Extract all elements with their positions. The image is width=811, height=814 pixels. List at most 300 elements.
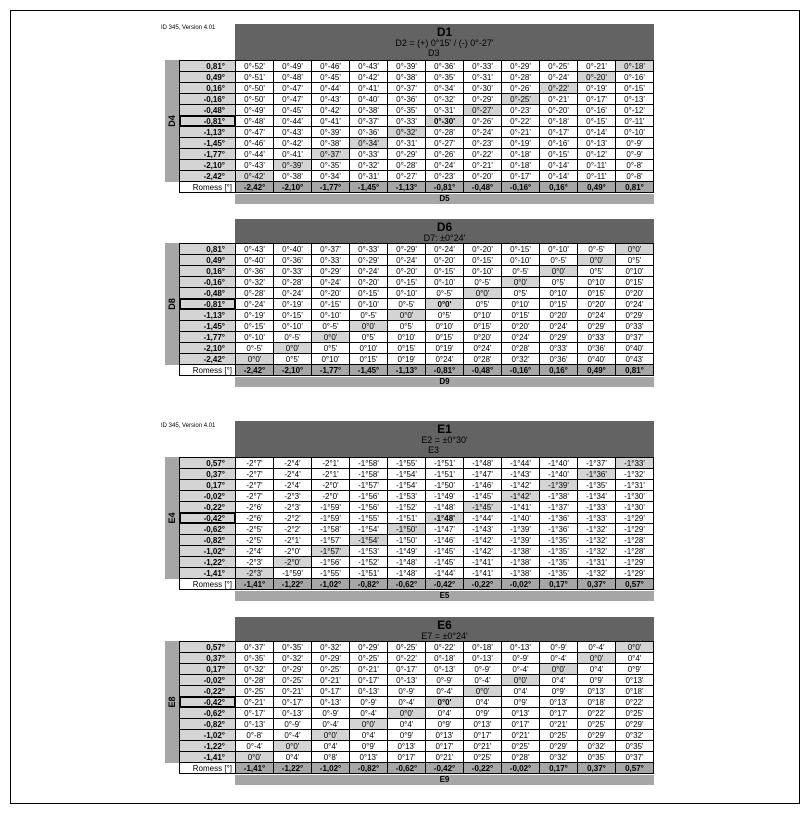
table-cell: 0°0' — [616, 244, 654, 255]
footer-cell: 0,57° — [616, 763, 654, 774]
table-row — [180, 686, 654, 697]
table-row — [180, 469, 654, 480]
table-cell: 0°24' — [578, 310, 616, 321]
table-cell: 0°19' — [388, 354, 426, 365]
table-cell: -1°48' — [388, 557, 426, 568]
table-cell: 0°-17' — [578, 94, 616, 105]
table-cell: -1°29' — [616, 513, 654, 524]
table-cell: 0°28' — [464, 354, 502, 365]
table-cell: -1°37' — [540, 502, 578, 513]
table-cell: 0°-13' — [502, 642, 540, 653]
footer-cell: 0,37° — [578, 579, 616, 590]
table-cell: 0°20' — [502, 321, 540, 332]
table-cell: 0°9' — [502, 697, 540, 708]
table-cell: 0°-41' — [274, 149, 312, 160]
table-cell: -1°51' — [388, 513, 426, 524]
table-cell: -2°0' — [312, 480, 350, 491]
table-cell: -1°36' — [540, 524, 578, 535]
table-cell: 0°13' — [540, 697, 578, 708]
footer-cell: 0,16° — [540, 182, 578, 193]
footer-cell: -0,42° — [426, 763, 464, 774]
table-cell: 0°9' — [464, 708, 502, 719]
table-cell: 0°-45' — [312, 72, 350, 83]
footer-cell: -2,10° — [274, 365, 312, 376]
footer-cell: -0,82° — [350, 763, 388, 774]
table-cell: 0°-26' — [464, 116, 502, 127]
table-cell: 0°-5' — [426, 288, 464, 299]
side-axis-label — [165, 457, 179, 579]
table-cell: 0°0' — [540, 266, 578, 277]
table-title: E1 — [437, 422, 452, 436]
table-cell: 0°5' — [312, 343, 350, 354]
table-cell: 0°-17' — [236, 708, 274, 719]
table-cell: 0°15' — [426, 332, 464, 343]
row-header: 0,17° — [180, 664, 236, 675]
table-cell: 0°-14' — [540, 160, 578, 171]
table-cell: 0°0' — [464, 288, 502, 299]
row-header: -0,48° — [180, 288, 236, 299]
table-cell: -1°37' — [578, 458, 616, 469]
table-cell: 0°-5' — [540, 255, 578, 266]
table-cell: 0°-41' — [350, 83, 388, 94]
table-cell: -1°50' — [388, 524, 426, 535]
table-subtitle: E7 = ±0°24' — [421, 631, 468, 641]
table-cell: 0°-37' — [236, 642, 274, 653]
table-cell: -1°32' — [578, 546, 616, 557]
row-header: -1,22° — [180, 741, 236, 752]
footer-cell: -1,77° — [312, 182, 350, 193]
table-cell: 0°-34' — [350, 138, 388, 149]
footer-cell: -1,22° — [274, 763, 312, 774]
table-cell: 0°-30' — [426, 116, 464, 127]
table-cell: 0°-5' — [464, 277, 502, 288]
table-cell: 0°-29' — [274, 664, 312, 675]
table-cell: -1°58' — [312, 524, 350, 535]
table-cell: 0°-13' — [312, 697, 350, 708]
table-cell: -1°38' — [502, 546, 540, 557]
table-cell: -1°31' — [578, 557, 616, 568]
table-cell: 0°-37' — [312, 149, 350, 160]
table-row — [180, 513, 654, 524]
table-row — [180, 277, 654, 288]
table-cell: -2°4' — [274, 458, 312, 469]
table-cell: -1°41' — [464, 568, 502, 579]
table-cell: 0°-36' — [274, 255, 312, 266]
table-cell: 0°-9' — [540, 642, 578, 653]
table-cell: 0°-44' — [236, 149, 274, 160]
table-subtitle-secondary: E3 — [428, 445, 440, 455]
row-header: -0,81° — [180, 116, 236, 127]
table-cell: 0°-21' — [502, 127, 540, 138]
table-cell: 0°-12' — [578, 149, 616, 160]
table-cell: -1°31' — [616, 480, 654, 491]
table-row — [180, 310, 654, 321]
table-title: E6 — [437, 618, 452, 632]
table-cell: 0°9' — [426, 719, 464, 730]
table-cell: -1°48' — [426, 513, 464, 524]
table-cell: 0°9' — [350, 741, 388, 752]
table-cell: 0°-24' — [236, 299, 274, 310]
table-cell: 0°-13' — [274, 708, 312, 719]
table-cell: -2°3' — [236, 557, 274, 568]
table-row — [180, 642, 654, 653]
table-cell: 0°20' — [578, 299, 616, 310]
table-cell: -1°47' — [464, 469, 502, 480]
table-cell: 0°4' — [578, 664, 616, 675]
footer-row — [180, 763, 654, 774]
table-cell: -1°38' — [502, 557, 540, 568]
footer-label: Romess [°] — [180, 365, 236, 376]
table-cell: 0°29' — [578, 730, 616, 741]
table-cell: 0°-38' — [274, 171, 312, 182]
table-cell: 0°-22' — [540, 83, 578, 94]
row-header: 0,17° — [180, 480, 236, 491]
table-cell: -1°40' — [502, 513, 540, 524]
table-cell: 0°-4' — [464, 675, 502, 686]
table-cell: 0°13' — [616, 675, 654, 686]
table-cell: 0°-4' — [578, 642, 616, 653]
table-cell: 0°-11' — [578, 160, 616, 171]
table-cell: 0°-38' — [350, 105, 388, 116]
table-cell: -1°51' — [426, 458, 464, 469]
table-cell: 0°-24' — [426, 160, 464, 171]
table-cell: 0°-46' — [312, 61, 350, 72]
table-cell: -1°41' — [502, 502, 540, 513]
table-cell: 0°-37' — [388, 83, 426, 94]
table-cell: 0°-24' — [464, 127, 502, 138]
table-cell: 0°21' — [502, 730, 540, 741]
table-row — [180, 299, 654, 310]
table-cell: -1°33' — [578, 502, 616, 513]
table-cell: 0°-9' — [274, 719, 312, 730]
row-header: -2,10° — [180, 343, 236, 354]
footer-cell: 0,37° — [578, 763, 616, 774]
table-cell: 0°-17' — [540, 127, 578, 138]
footer-cell: 0,49° — [578, 182, 616, 193]
table-cell: 0°-9' — [350, 697, 388, 708]
footer-cell: -2,42° — [236, 365, 274, 376]
table-cell: -2°0' — [274, 557, 312, 568]
table-cell: 0°0' — [388, 708, 426, 719]
table-cell: 0°-21' — [350, 664, 388, 675]
table-cell: 0°10' — [540, 288, 578, 299]
table-cell: -1°57' — [312, 535, 350, 546]
table-cell: 0°-13' — [616, 94, 654, 105]
table-cell: -1°59' — [312, 513, 350, 524]
row-header: -0,42° — [180, 697, 236, 708]
table-cell: 0°-4' — [312, 719, 350, 730]
table-cell: -2°0' — [274, 546, 312, 557]
table-cell: -1°53' — [388, 491, 426, 502]
table-cell: 0°-22' — [388, 653, 426, 664]
table-cell: -1°38' — [540, 491, 578, 502]
table-cell: -1°35' — [578, 480, 616, 491]
row-header: -1,13° — [180, 127, 236, 138]
footer-cell: -2,10° — [274, 182, 312, 193]
table-cell: 0°-43' — [236, 244, 274, 255]
table-cell: 0°-13' — [350, 686, 388, 697]
table-cell: -1°52' — [350, 557, 388, 568]
table-row — [180, 719, 654, 730]
table-row — [180, 502, 654, 513]
table-cell: 0°24' — [616, 299, 654, 310]
table-cell: 0°33' — [540, 343, 578, 354]
table-cell: 0°0' — [350, 719, 388, 730]
row-header: -0,81° — [180, 299, 236, 310]
table-cell: 0°5' — [502, 288, 540, 299]
table-cell: 0°9' — [388, 730, 426, 741]
table-cell: 0°10' — [312, 354, 350, 365]
side-axis-label — [165, 641, 179, 763]
row-header: 0,49° — [180, 72, 236, 83]
table-cell: 0°4' — [502, 686, 540, 697]
table-cell: -1°54' — [388, 469, 426, 480]
table-cell: 0°5' — [464, 299, 502, 310]
side-axis-text: D8 — [167, 298, 177, 310]
table-row — [180, 741, 654, 752]
data-table — [179, 641, 654, 774]
table-row — [180, 83, 654, 94]
version-note: ID 345, Version 4.01 — [161, 25, 216, 31]
table-cell: 0°-15' — [274, 310, 312, 321]
table-cell: 0°-39' — [274, 160, 312, 171]
table-cell: 0°-24' — [274, 288, 312, 299]
footer-label: Romess [°] — [180, 579, 236, 590]
table-cell: 0°9' — [616, 664, 654, 675]
table-cell: -1°35' — [540, 546, 578, 557]
table-cell: 0°24' — [502, 332, 540, 343]
table-cell: 0°4' — [426, 708, 464, 719]
table-cell: 0°-20' — [312, 288, 350, 299]
table-cell: 0°-21' — [312, 675, 350, 686]
table-cell: 0°-29' — [312, 653, 350, 664]
table-cell: 0°-28' — [236, 288, 274, 299]
data-table — [179, 457, 654, 590]
table-cell: -1°32' — [578, 535, 616, 546]
table-cell: 0°29' — [616, 719, 654, 730]
row-header: -0,82° — [180, 535, 236, 546]
table-cell: -1°43' — [502, 469, 540, 480]
table-header — [235, 617, 654, 641]
footer-cell: -1,77° — [312, 365, 350, 376]
table-cell: 0°-27' — [464, 105, 502, 116]
footer-label: Romess [°] — [180, 182, 236, 193]
table-cell: 0°15' — [388, 343, 426, 354]
table-cell: 0°-15' — [388, 277, 426, 288]
table-cell: 0°32' — [540, 752, 578, 763]
table-cell: 0°-20' — [540, 105, 578, 116]
table-row — [180, 171, 654, 182]
row-header: -1,77° — [180, 149, 236, 160]
table-row — [180, 266, 654, 277]
version-note: ID 345, Version 4.01 — [161, 423, 216, 429]
table-cell: -2°3' — [274, 491, 312, 502]
table-cell: 0°-15' — [578, 116, 616, 127]
table-cell: 0°4' — [350, 730, 388, 741]
table-cell: 0°36' — [540, 354, 578, 365]
table-cell: 0°33' — [616, 321, 654, 332]
table-cell: 0°-17' — [312, 686, 350, 697]
table-cell: 0°-10' — [274, 321, 312, 332]
table-cell: -1°39' — [502, 535, 540, 546]
table-cell: -1°35' — [540, 535, 578, 546]
table-cell: 0°-23' — [426, 171, 464, 182]
table-cell: -1°35' — [540, 568, 578, 579]
table-cell: -2°6' — [236, 513, 274, 524]
row-header: -0,22° — [180, 502, 236, 513]
table-cell: -2°2' — [274, 513, 312, 524]
table-cell: 0°-9' — [502, 653, 540, 664]
table-cell: -1°46' — [426, 535, 464, 546]
table-row — [180, 752, 654, 763]
table-cell: 0°24' — [540, 321, 578, 332]
table-cell: 0°-10' — [350, 299, 388, 310]
row-header: 0,57° — [180, 642, 236, 653]
table-cell: 0°-9' — [312, 708, 350, 719]
table-cell: 0°-35' — [426, 72, 464, 83]
table-cell: -1°29' — [616, 568, 654, 579]
table-cell: 0°-29' — [350, 255, 388, 266]
footer-cell: -2,42° — [236, 182, 274, 193]
table-cell: -1°44' — [502, 458, 540, 469]
table-cell: -1°45' — [426, 546, 464, 557]
table-cell: 0°21' — [464, 741, 502, 752]
table-cell: 0°13' — [350, 752, 388, 763]
table-row — [180, 708, 654, 719]
table-cell: -1°40' — [540, 458, 578, 469]
table-cell: 0°-19' — [502, 138, 540, 149]
table-cell: -1°28' — [616, 535, 654, 546]
table-cell: 0°-10' — [236, 332, 274, 343]
table-cell: 0°29' — [540, 332, 578, 343]
table-row — [180, 244, 654, 255]
table-cell: 0°-37' — [350, 116, 388, 127]
table-cell: 0°-23' — [502, 105, 540, 116]
table-cell: 0°-33' — [274, 266, 312, 277]
table-cell: -2°7' — [236, 458, 274, 469]
table-cell: 0°-13' — [578, 138, 616, 149]
table-cell: -1°51' — [350, 568, 388, 579]
table-cell: 0°-47' — [274, 83, 312, 94]
table-cell: 0°-22' — [426, 642, 464, 653]
table-cell: -1°58' — [350, 469, 388, 480]
table-cell: -2°7' — [236, 491, 274, 502]
table-cell: 0°0' — [540, 664, 578, 675]
row-header: -0,22° — [180, 686, 236, 697]
footer-cell: 0,57° — [616, 579, 654, 590]
footer-row — [180, 182, 654, 193]
table-cell: 0°-43' — [236, 160, 274, 171]
table-cell: -1°57' — [312, 546, 350, 557]
table-cell: 0°10' — [350, 343, 388, 354]
row-header: -0,42° — [180, 513, 236, 524]
table-cell: 0°37' — [616, 752, 654, 763]
table-cell: 0°22' — [616, 697, 654, 708]
table-cell: 0°-4' — [236, 741, 274, 752]
footer-cell: -0,22° — [464, 579, 502, 590]
row-header: -1,02° — [180, 546, 236, 557]
table-cell: -1°44' — [464, 513, 502, 524]
table-cell: 0°0' — [312, 730, 350, 741]
table-cell: 0°-10' — [502, 255, 540, 266]
table-cell: 0°-9' — [426, 675, 464, 686]
row-header: -0,82° — [180, 719, 236, 730]
table-cell: 0°-37' — [312, 244, 350, 255]
table-cell: 0°-39' — [388, 61, 426, 72]
table-cell: -1°30' — [616, 502, 654, 513]
table-cell: 0°-47' — [236, 127, 274, 138]
footer-cell: -1,41° — [236, 763, 274, 774]
table-cell: -1°48' — [464, 458, 502, 469]
table-cell: 0°17' — [426, 741, 464, 752]
table-cell: 0°-33' — [350, 244, 388, 255]
table-cell: 0°10' — [616, 266, 654, 277]
table-cell: 0°-31' — [464, 72, 502, 83]
table-cell: 0°17' — [388, 752, 426, 763]
table-cell: -1°50' — [388, 535, 426, 546]
table-cell: 0°-18' — [502, 160, 540, 171]
table-cell: -1°39' — [502, 524, 540, 535]
table-cell: 0°-20' — [464, 171, 502, 182]
table-cell: 0°-15' — [540, 149, 578, 160]
table-cell: 0°-38' — [388, 72, 426, 83]
table-row — [180, 491, 654, 502]
table-cell: -1°32' — [578, 524, 616, 535]
table-cell: 0°-8' — [616, 171, 654, 182]
table-cell: -1°53' — [350, 546, 388, 557]
table-cell: 0°0' — [350, 321, 388, 332]
table-cell: 0°0' — [502, 675, 540, 686]
table-cell: -2°1' — [312, 458, 350, 469]
table-cell: 0°-8' — [236, 730, 274, 741]
footer-cell: -0,16° — [502, 182, 540, 193]
table-cell: 0°-26' — [502, 83, 540, 94]
table-cell: 0°17' — [464, 730, 502, 741]
table-cell: 0°-28' — [236, 675, 274, 686]
table-cell: 0°0' — [388, 310, 426, 321]
table-cell: 0°0' — [236, 354, 274, 365]
table-cell: 0°-27' — [388, 171, 426, 182]
table-cell: -2°7' — [236, 469, 274, 480]
table-row — [180, 535, 654, 546]
table-cell: -2°5' — [236, 535, 274, 546]
table-cell: 0°-25' — [502, 94, 540, 105]
table-cell: 0°15' — [464, 321, 502, 332]
table-cell: -1°28' — [616, 546, 654, 557]
table-cell: 0°-33' — [388, 116, 426, 127]
table-cell: 0°-5' — [236, 343, 274, 354]
table-cell: 0°-35' — [236, 653, 274, 664]
table-cell: 0°24' — [426, 354, 464, 365]
footer-cell: -0,62° — [388, 763, 426, 774]
table-cell: 0°32' — [578, 741, 616, 752]
table-cell: 0°8' — [312, 752, 350, 763]
footer-cell: -0,42° — [426, 579, 464, 590]
data-table — [179, 60, 654, 193]
table-cell: -1°42' — [502, 491, 540, 502]
table-cell: 0°-15' — [350, 288, 388, 299]
table-cell: 0°-35' — [274, 642, 312, 653]
table-cell: 0°-39' — [312, 127, 350, 138]
table-cell: 0°-28' — [426, 127, 464, 138]
table-cell: 0°0' — [236, 752, 274, 763]
table-row — [180, 94, 654, 105]
table-cell: 0°-19' — [236, 310, 274, 321]
table-cell: 0°-41' — [312, 116, 350, 127]
table-cell: 0°-44' — [274, 116, 312, 127]
table-cell: -2°7' — [236, 480, 274, 491]
table-cell: 0°-45' — [274, 105, 312, 116]
